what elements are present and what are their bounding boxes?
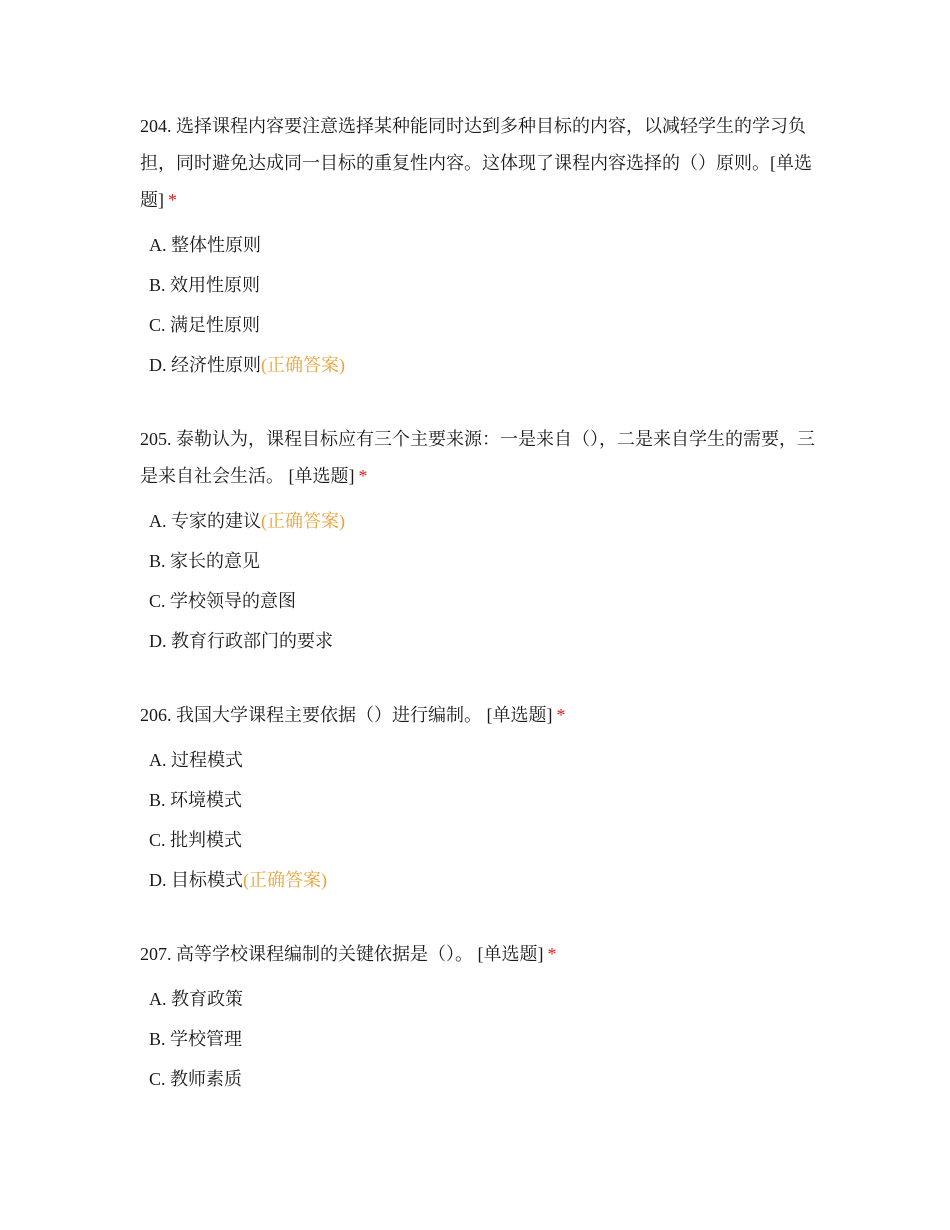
question-stem-text: 205. 泰勒认为，课程目标应有三个主要来源：一是来自（），二是来自学生的需要，三是来自社会生活。 (140, 429, 815, 486)
question-206 (140, 697, 820, 900)
option-d[interactable] (149, 621, 820, 661)
question-stem-text: 206. 我国大学课程主要依据（）进行编制。 (140, 705, 482, 725)
option-label: A. 专家的建议 (149, 511, 261, 531)
required-mark: * (358, 466, 368, 486)
option-label: B. 效用性原则 (149, 275, 261, 295)
option-label: D. 教育行政部门的要求 (149, 631, 333, 651)
question-list (140, 108, 820, 1135)
option-c[interactable] (149, 305, 820, 345)
option-c[interactable] (149, 820, 820, 860)
question-207 (140, 936, 820, 1099)
option-label: A. 教育政策 (149, 989, 243, 1009)
option-b[interactable] (149, 541, 820, 581)
option-label: B. 环境模式 (149, 790, 243, 810)
required-mark: * (547, 944, 557, 964)
correct-answer-tag: (正确答案) (261, 355, 345, 375)
question-stem (140, 697, 820, 734)
option-c[interactable] (149, 1059, 820, 1099)
option-list (140, 225, 820, 385)
option-b[interactable] (149, 780, 820, 820)
option-c[interactable] (149, 581, 820, 621)
option-a[interactable] (149, 740, 820, 780)
option-label: C. 满足性原则 (149, 315, 261, 335)
option-label: A. 整体性原则 (149, 235, 261, 255)
option-a[interactable] (149, 501, 820, 541)
option-label: B. 学校管理 (149, 1029, 243, 1049)
question-stem (140, 936, 820, 973)
option-label: D. 目标模式 (149, 870, 243, 890)
option-b[interactable] (149, 265, 820, 305)
question-205 (140, 421, 820, 661)
option-a[interactable] (149, 979, 820, 1019)
option-list (140, 501, 820, 661)
option-label: B. 家长的意见 (149, 551, 261, 571)
option-label: C. 学校领导的意图 (149, 591, 297, 611)
question-stem (140, 421, 820, 495)
option-label: C. 教师素质 (149, 1069, 243, 1089)
correct-answer-tag: (正确答案) (243, 870, 327, 890)
option-b[interactable] (149, 1019, 820, 1059)
option-list (140, 979, 820, 1099)
option-a[interactable] (149, 225, 820, 265)
option-d[interactable] (149, 345, 820, 385)
required-mark: * (168, 190, 177, 210)
option-d[interactable] (149, 860, 820, 900)
option-label: D. 经济性原则 (149, 355, 261, 375)
question-stem (140, 108, 820, 219)
option-label: C. 批判模式 (149, 830, 243, 850)
question-type-label: [单选题] (486, 705, 553, 725)
question-type-label: [单选题] (140, 153, 812, 210)
question-204 (140, 108, 820, 385)
correct-answer-tag: (正确答案) (261, 511, 345, 531)
option-list (140, 740, 820, 900)
question-stem-text: 207. 高等学校课程编制的关键依据是（）。 (140, 944, 473, 964)
option-label: A. 过程模式 (149, 750, 243, 770)
required-mark: * (556, 705, 566, 725)
question-type-label: [单选题] (477, 944, 544, 964)
question-stem-text: 204. 选择课程内容要注意选择某种能同时达到多种目标的内容，以减轻学生的学习负担，同时避免达成同一目标的重复性内容。这体现了课程内容选择的（）原则。 (140, 116, 806, 173)
question-type-label: [单选题] (288, 466, 355, 486)
